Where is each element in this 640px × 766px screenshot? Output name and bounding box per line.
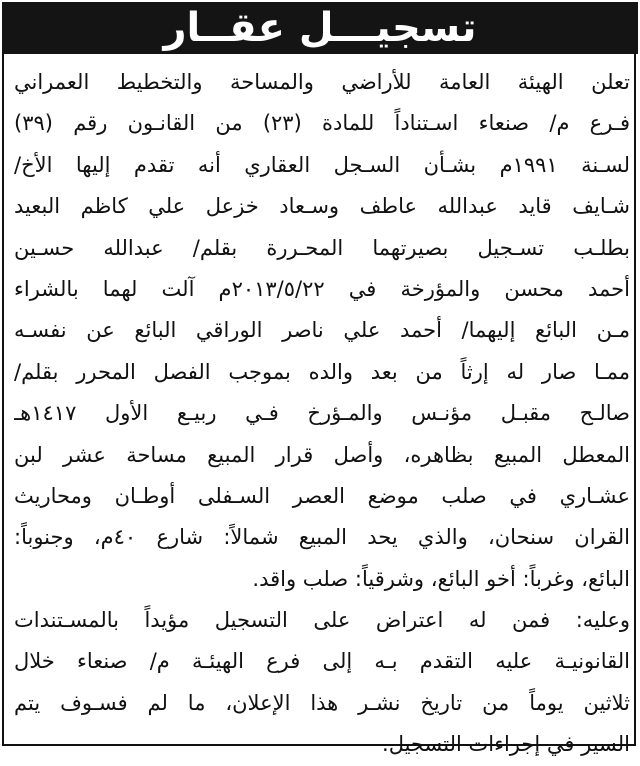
notice-title: تسجيـــل عقــار [2, 2, 638, 54]
body-line: صالـح مقبـل مؤنـس والمـؤرخ فـي ربيـع الأول ١٤١٧هـ [14, 401, 630, 426]
body-line: ثلاثين يوماً من تاريخ نشـر هذا الإعلان، ما لم فسـوف يتم [14, 690, 630, 715]
body-line: المعطل المبيع بظاهره، وأصل قرار المبيع مساحة عشر لبن [14, 442, 630, 467]
body-line: تعلن الهيئة العامة للأراضي والمساحة والتخطيط العمراني [14, 70, 630, 94]
body-line: ممـا صار له إرثاً من بعد والده بموجب الفصل المحرر بقلم/ [14, 359, 630, 384]
notice-body [14, 62, 630, 766]
body-line: لسـنة ١٩٩١م بشـأن السـجل العقاري أنه تقدم إليها الأخ/ [14, 152, 630, 177]
body-line: وعليه: فمن له اعتراض على التسجيل مؤيداً بالمسـتندات [14, 608, 630, 633]
body-line: مـن البائع إليهما/ أحمد علي ناصر الوراقي البائع عن نفسـه [14, 318, 630, 343]
body-line: بطلـب تسـجيل بصيرتهما المحـررة بقلم/ عبدالله حسـين [14, 235, 630, 260]
body-line: فـرع م/ صنعاء اسـتناداً للمادة (٢٣) من القانـون رقم (٣٩) [14, 111, 630, 136]
body-line: القران سنحان، والذي يحد المبيع شمالاً: شارع ٤٠م، وجنوباً: [14, 525, 630, 550]
body-line: السير في إجراءات التسجيل. [382, 732, 630, 757]
body-line: القانونيـة عليه التقدم بـه إلى فرع الهيئـة م/ صنعاء خلال [14, 649, 630, 674]
body-line: أحمد محسن والمؤرخة في ٢٠١٣/٥/٢٢م آلت لهما بالشراء [14, 276, 630, 301]
body-line: البائع، وغرباً: أخو البائع، وشرقياً: صلب واقد. [252, 566, 630, 591]
body-line: شـايف قايد عبدالله عاطف وسـعاد خزعل علي كاظم البعيد [14, 194, 630, 219]
body-line: عشـاري في صلب موضع العصر السـفلى أوطـان ومحاريث [14, 483, 630, 508]
